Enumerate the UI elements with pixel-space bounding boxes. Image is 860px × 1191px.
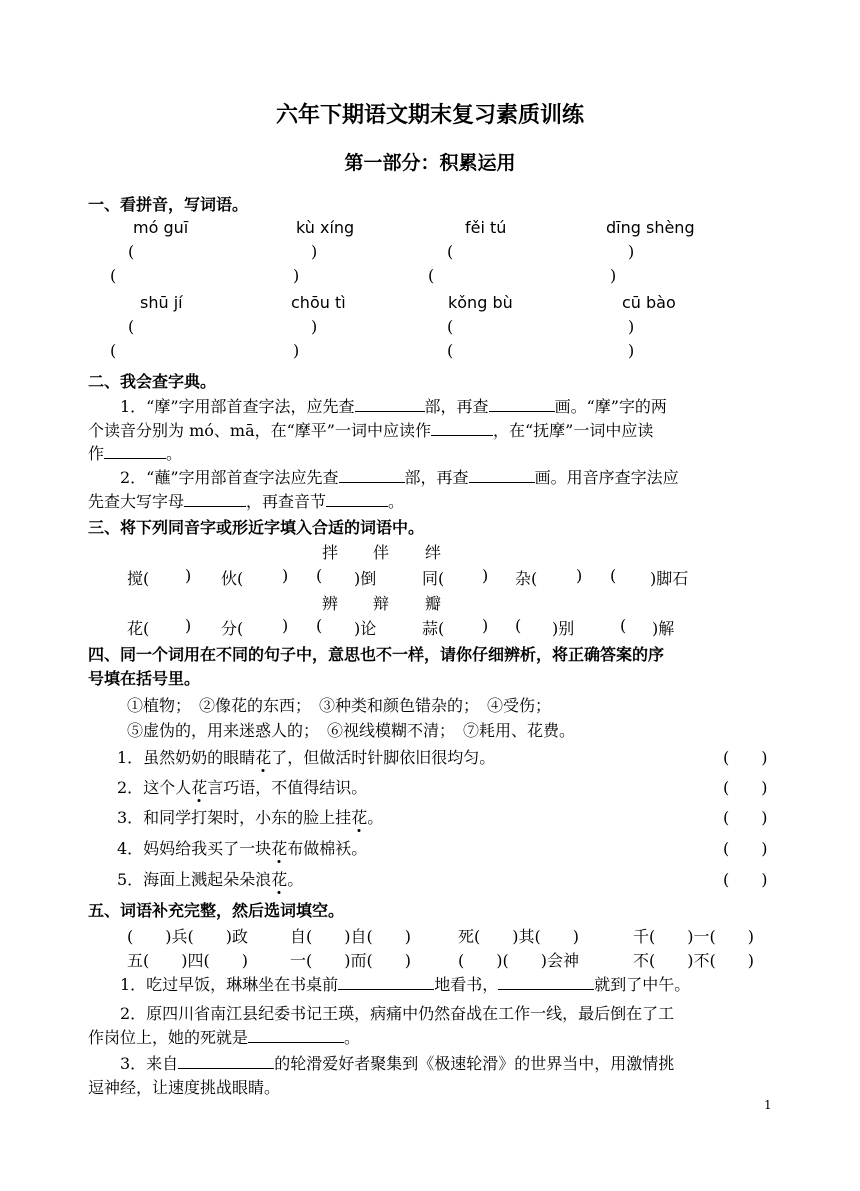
answer-blank[interactable]	[355, 395, 425, 412]
char-option: 辩	[373, 594, 390, 613]
answer-paren-close: )	[293, 341, 300, 360]
question-line: 逗神经，让速度挑战眼睛。	[88, 1078, 281, 1097]
answer-paren-open: (	[447, 341, 454, 360]
word-fill: 花(	[127, 619, 150, 638]
answer-paren-open: (	[128, 317, 135, 336]
question-line: 1．吃过早饭，琳琳坐在书桌前 地看书， 就到了中午。	[120, 975, 691, 994]
answer-paren-close: )	[628, 317, 635, 336]
question-line: 作 。	[88, 444, 183, 463]
answer-paren-close: )	[628, 242, 635, 261]
question-line: 先查大写字母 ，再查音节 。	[88, 492, 405, 511]
answer-paren-close: )	[293, 266, 300, 285]
page-subtitle: 第一部分：积累运用	[344, 152, 516, 174]
answer-blank[interactable]	[498, 973, 594, 990]
question-line: 2．“蘸”字用部首查字法应先查 部，再查 画。用音序查字法应	[120, 468, 679, 487]
answer-blank[interactable]	[339, 466, 405, 483]
sentence-1: 1．虽然奶奶的眼睛花了，但做活时针脚依旧很均匀。	[117, 748, 496, 767]
word-fill: (	[316, 616, 323, 635]
section-4-heading-cont: 号填在括号里。	[88, 669, 201, 688]
char-option: 伴	[373, 543, 390, 562]
answer-paren-close: )	[610, 266, 617, 285]
pinyin-item: shū jí	[140, 293, 183, 312]
idiom-item: 一( )而( )	[290, 951, 411, 970]
word-fill: (	[620, 616, 627, 635]
word-fill: 伙(	[221, 569, 244, 588]
idiom-item: 千( )一( )	[633, 927, 754, 946]
sentence-2: 2．这个人花言巧语，不值得结识。	[117, 778, 368, 797]
idiom-item: 自( )自( )	[290, 927, 411, 946]
answer-paren[interactable]: ( )	[723, 778, 768, 797]
pinyin-item: kǒng bù	[448, 293, 513, 312]
section-1-heading: 一、看拼音，写词语。	[88, 195, 249, 214]
idiom-item: ( )( )会神	[458, 951, 579, 970]
answer-paren-open: (	[110, 341, 117, 360]
word-fill: )脚石	[650, 569, 689, 588]
idiom-item: 五( )四( )	[127, 951, 248, 970]
answer-paren[interactable]: ( )	[723, 870, 768, 889]
answer-paren-close: )	[628, 341, 635, 360]
question-line: 3．来自 的轮滑爱好者聚集到《极速轮滑》的世界当中，用激情挑	[120, 1054, 675, 1073]
answer-blank[interactable]	[489, 395, 555, 412]
page-number: 1	[764, 1098, 772, 1112]
pinyin-item: fěi tú	[465, 218, 507, 237]
idiom-item: 不( )不( )	[633, 951, 754, 970]
idiom-item: ( )兵( )政	[127, 927, 248, 946]
answer-paren-open: (	[128, 242, 135, 261]
sentence-5: 5．海面上溅起朵朵浪花。	[117, 870, 304, 889]
answer-blank[interactable]	[184, 490, 246, 507]
word-fill: )倒	[354, 569, 377, 588]
char-option: 辨	[322, 594, 339, 613]
question-line: 个读音分别为 mó、mā，在“摩平”一词中应读作 ，在“抚摩”一词中应读	[88, 421, 654, 440]
page-title: 六年下期语文期末复习素质训练	[275, 103, 584, 128]
word-fill: 杂(	[515, 569, 538, 588]
options-line: ⑤虚伪的，用来迷惑人的； ⑥视线模糊不清； ⑦耗用、花费。	[127, 721, 576, 740]
word-fill: )	[482, 566, 489, 585]
pinyin-item: dīng shèng	[606, 218, 695, 237]
options-line: ①植物； ②像花的东西； ③种类和颜色错杂的； ④受伤；	[127, 696, 552, 715]
word-fill: )	[482, 616, 489, 635]
question-line: 1．“摩”字用部首查字法，应先查 部，再查 画。“摩”字的两	[120, 397, 667, 416]
question-line: 作岗位上，她的死就是 。	[88, 1028, 361, 1047]
pinyin-item: kù xíng	[296, 218, 355, 237]
word-fill: )	[576, 566, 583, 585]
word-fill: (	[610, 566, 617, 585]
word-fill: (	[316, 566, 323, 585]
word-fill: )	[185, 566, 192, 585]
idiom-item: 死( )其( )	[458, 927, 579, 946]
answer-paren-close: )	[311, 317, 318, 336]
answer-paren-open: (	[110, 266, 117, 285]
answer-paren[interactable]: ( )	[723, 839, 768, 858]
word-fill: 同(	[422, 569, 445, 588]
answer-paren-close: )	[311, 242, 318, 261]
answer-paren-open: (	[447, 317, 454, 336]
word-fill: (	[515, 616, 522, 635]
pinyin-item: mó guī	[133, 218, 189, 237]
word-fill: )解	[652, 619, 675, 638]
word-fill: )论	[354, 619, 377, 638]
answer-blank[interactable]	[431, 419, 493, 436]
answer-paren-open: (	[447, 242, 454, 261]
answer-paren[interactable]: ( )	[723, 748, 768, 767]
word-fill: )别	[552, 619, 575, 638]
sentence-4: 4．妈妈给我买了一块花布做棉袄。	[117, 839, 368, 858]
word-fill: 分(	[221, 619, 244, 638]
section-4-heading: 四、同一个词用在不同的句子中，意思也不一样，请你仔细辨析，将正确答案的序	[88, 645, 665, 664]
answer-blank[interactable]	[326, 490, 388, 507]
answer-blank[interactable]	[469, 466, 535, 483]
word-fill: 蒜(	[422, 619, 445, 638]
pinyin-item: cū bào	[622, 293, 676, 312]
section-2-heading: 二、我会查字典。	[88, 372, 217, 391]
answer-blank[interactable]	[338, 973, 434, 990]
word-fill: )	[282, 566, 289, 585]
answer-paren[interactable]: ( )	[723, 808, 768, 827]
answer-blank[interactable]	[104, 442, 166, 459]
answer-blank[interactable]	[178, 1052, 274, 1069]
answer-paren-open: (	[428, 266, 435, 285]
char-option: 绊	[425, 543, 442, 562]
answer-blank[interactable]	[248, 1026, 344, 1043]
char-option: 瓣	[425, 594, 442, 613]
section-3-heading: 三、将下列同音字或形近字填入合适的词语中。	[88, 518, 425, 537]
pinyin-item: chōu tì	[291, 293, 346, 312]
sentence-3: 3．和同学打架时，小东的脸上挂花。	[117, 808, 384, 827]
word-fill: 搅(	[127, 569, 150, 588]
word-fill: )	[282, 616, 289, 635]
word-fill: )	[185, 616, 192, 635]
char-option: 拌	[322, 543, 339, 562]
question-line: 2．原四川省南江县纪委书记王瑛，病痛中仍然奋战在工作一线，最后倒在了工	[120, 1004, 675, 1023]
section-5-heading: 五、词语补充完整，然后选词填空。	[88, 901, 345, 920]
